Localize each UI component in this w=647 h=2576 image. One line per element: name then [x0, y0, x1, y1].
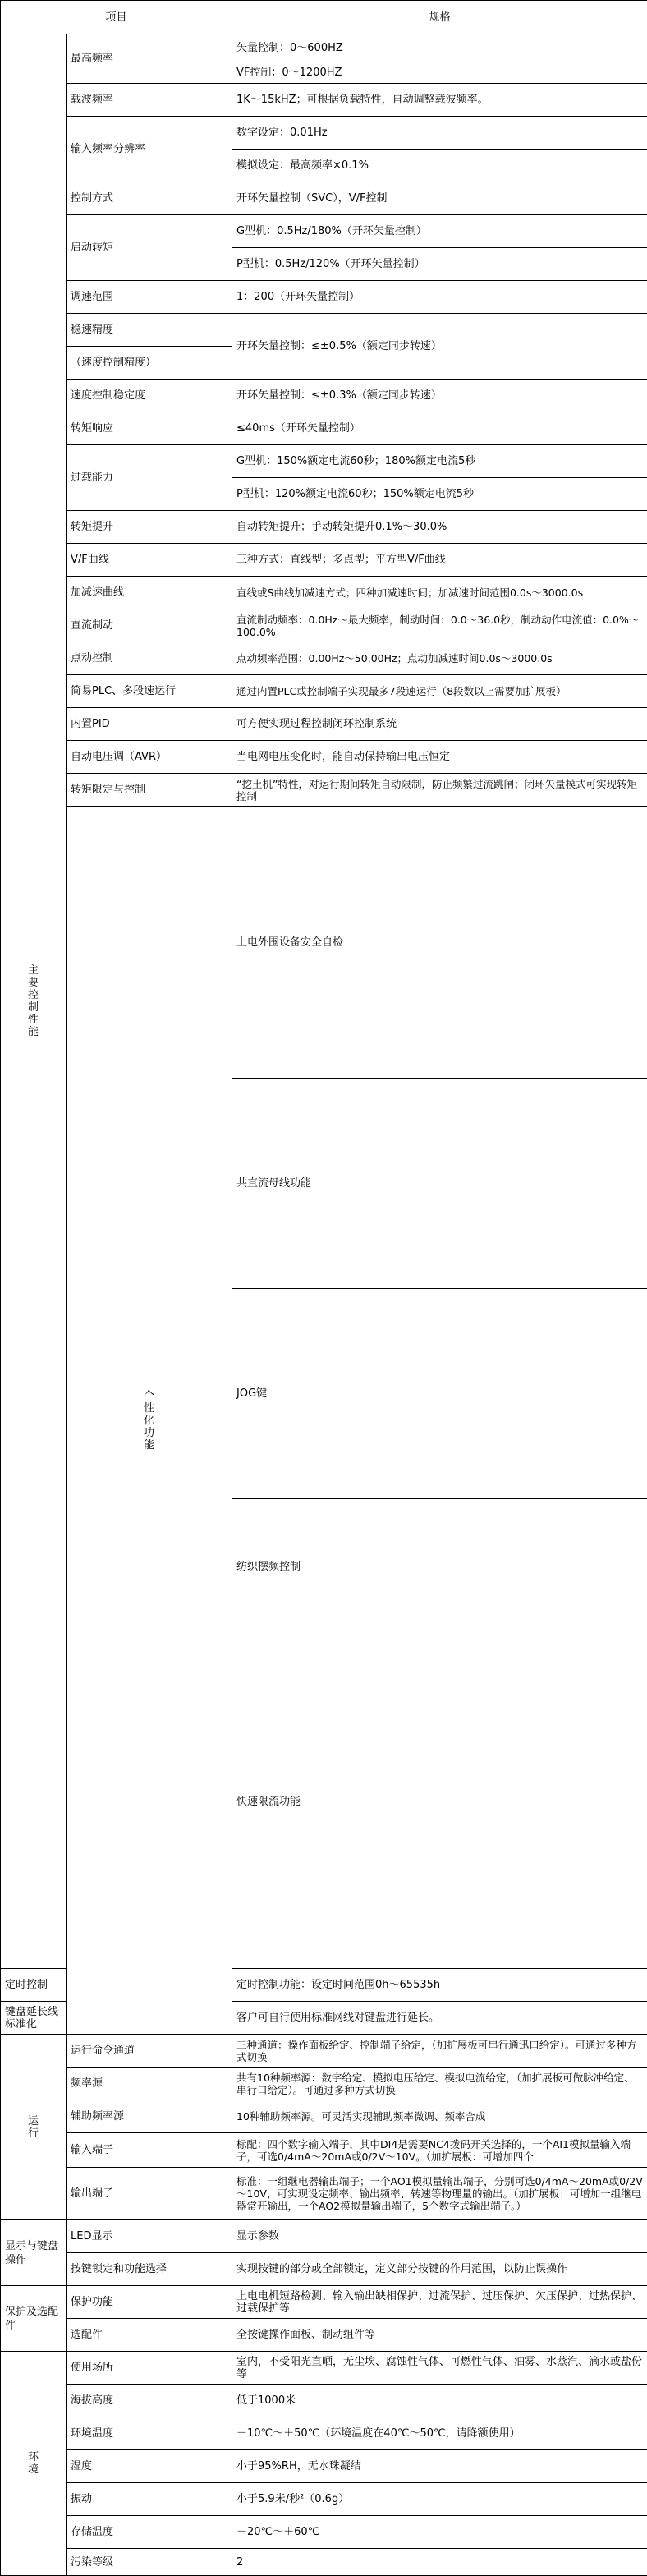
- spec-aux-freq: 10种辅助频率源。可灵活实现辅助频率微调、频率合成: [232, 2100, 647, 2133]
- item-avr: 自动电压调（AVR）: [67, 741, 232, 774]
- row-speed-stab: [1, 380, 647, 412]
- item-plc: 简易PLC、多段速运行: [67, 675, 232, 708]
- item-cmd-channel: 运行命令通道: [67, 2035, 232, 2068]
- item-led: LED显示: [67, 2220, 232, 2253]
- item-vf-curve: V/F曲线: [67, 544, 232, 577]
- spec-overload-g: G型机：150%额定电流60秒；180%额定电流5秒: [232, 445, 647, 478]
- spec-torque-boost: 自动转矩提升；手动转矩提升0.1%～30.0%: [232, 511, 647, 544]
- item-dc-brake: 直流制动: [67, 610, 232, 642]
- spec-max-freq-vf: VF控制：0～1200HZ: [232, 62, 647, 84]
- header-row: [1, 1, 647, 34]
- row-speed-range: [1, 281, 647, 314]
- item-site: 使用场所: [67, 2352, 232, 2385]
- spec-speed-stab: 开环矢量控制：≤±0.3%（额定同步转速）: [232, 380, 647, 412]
- row-freq-source: [1, 2068, 647, 2100]
- row-jog: [1, 642, 647, 675]
- row-lock: [1, 2253, 647, 2286]
- spec-torque-limit: “挖土机”特性，对运行期间转矩自动限制，防止频繁过流跳闸；闭环矢量模式可实现转矩控制: [232, 774, 647, 807]
- item-resolution: 输入频率分辨率: [67, 117, 232, 182]
- item-options: 选配件: [67, 2319, 232, 2352]
- spec-timer: 定时控制功能：设定时间范围0h～65535h: [232, 1969, 647, 2002]
- spec-vibration: 小于5.9米/秒²（0.6g）: [232, 2483, 647, 2516]
- spec-pollution: 2: [232, 2549, 647, 2576]
- row-altitude: [1, 2385, 647, 2417]
- row-max-freq: [1, 34, 647, 62]
- row-dc-brake: [1, 610, 647, 642]
- item-fast-limit: 快速限流功能: [232, 1635, 647, 1969]
- row-avr: [1, 741, 647, 774]
- item-speed-acc: 稳速精度: [67, 314, 232, 347]
- row-torque-resp: [1, 412, 647, 445]
- item-timer: 定时控制: [1, 1969, 67, 2002]
- spec-control-mode: 开环矢量控制（SVC），V/F控制: [232, 182, 647, 215]
- spec-ambient: －10℃～＋50℃（环境温度在40℃～50℃，请降额使用）: [232, 2417, 647, 2450]
- item-max-freq: 最高频率: [67, 34, 232, 84]
- category-main: 主要控制性能: [1, 34, 67, 1969]
- item-protection: 保护功能: [67, 2286, 232, 2319]
- row-storage: [1, 2516, 647, 2549]
- spec-options: 全按键操作面板、制动组件等: [232, 2319, 647, 2352]
- row-plc: [1, 675, 647, 708]
- item-vibration: 振动: [67, 2483, 232, 2516]
- spec-speed-range: 1：200（开环矢量控制）: [232, 281, 647, 314]
- item-aux-freq: 辅助频率源: [67, 2100, 232, 2133]
- category-env: 环境: [1, 2352, 67, 2576]
- row-torque-boost: [1, 511, 647, 544]
- row-ambient: [1, 2417, 647, 2450]
- spec-jog: 点动频率范围：0.00Hz～50.00Hz；点动加减速时间0.0s～3000.0s: [232, 642, 647, 675]
- row-control-mode: [1, 182, 647, 215]
- spec-protection: 上电电机短路检测、输入输出缺相保护、过流保护、过压保护、欠压保护、过热保护、过载保护等: [232, 2286, 647, 2319]
- spec-torque-resp: ≤40ms（开环矢量控制）: [232, 412, 647, 445]
- item-self-check: 上电外围设备安全自检: [232, 807, 647, 1079]
- row-led: [1, 2220, 647, 2253]
- spec-carrier: 1K～15kHZ；可根据负载特性，自动调整载波频率。: [232, 84, 647, 117]
- category-personal: 个性化功能: [67, 807, 232, 2035]
- spec-storage: －20℃～＋60℃: [232, 2516, 647, 2549]
- item-textile: 纺织摆频控制: [232, 1499, 647, 1635]
- item-torque-limit: 转矩限定与控制: [67, 774, 232, 807]
- row-site: [1, 2352, 647, 2385]
- row-start-torque: [1, 215, 647, 248]
- spec-plc: 通过内置PLC或控制端子实现最多7段速运行（8段数以上需要加扩展板）: [232, 675, 647, 708]
- row-vibration: [1, 2483, 647, 2516]
- row-inputs: [1, 2133, 647, 2168]
- item-speed-stab: 速度控制稳定度: [67, 380, 232, 412]
- category-protect: 保护及选配件: [1, 2286, 67, 2352]
- item-speed-acc-sub: （速度控制精度）: [67, 347, 232, 380]
- spec-pid: 可方便实现过程控制闭环控制系统: [232, 708, 647, 741]
- item-keypad-ext: 键盘延长线标准化: [1, 2002, 67, 2035]
- item-storage: 存储温度: [67, 2516, 232, 2549]
- item-jog: 点动控制: [67, 642, 232, 675]
- item-outputs: 输出端子: [67, 2168, 232, 2220]
- spec-altitude: 低于1000米: [232, 2385, 647, 2417]
- row-protection: [1, 2286, 647, 2319]
- item-inputs: 输入端子: [67, 2133, 232, 2168]
- spec-keypad-ext: 客户可自行使用标准网线对键盘进行延长。: [232, 2002, 647, 2035]
- row-aux-freq: [1, 2100, 647, 2133]
- spec-lock: 实现按键的部分或全部锁定，定义部分按键的作用范围，以防止误操作: [232, 2253, 647, 2286]
- spec-avr: 当电网电压变化时，能自动保持输出电压恒定: [232, 741, 647, 774]
- spec-site: 室内，不受阳光直晒，无尘埃、腐蚀性气体、可燃性气体、油雾、水蒸汽、滴水或盐份等: [232, 2352, 647, 2385]
- spec-overload-p: P型机：120%额定电流60秒；150%额定电流5秒: [232, 478, 647, 511]
- spec-resolution-analog: 模拟设定：最高频率×0.1%: [232, 150, 647, 182]
- item-dc-bus: 共直流母线功能: [232, 1079, 647, 1289]
- item-torque-boost: 转矩提升: [67, 511, 232, 544]
- item-torque-resp: 转矩响应: [67, 412, 232, 445]
- item-jog-key: JOG键: [232, 1289, 647, 1499]
- row-humidity: [1, 2450, 647, 2483]
- spec-vf-curve: 三种方式：直线型；多点型；平方型V/F曲线: [232, 544, 647, 577]
- item-carrier: 载波频率: [67, 84, 232, 117]
- header-spec: 规格: [232, 1, 647, 34]
- row-options: [1, 2319, 647, 2352]
- spec-resolution-digital: 数字设定：0.01Hz: [232, 117, 647, 150]
- spec-start-torque-p: P型机：0.5Hz/120%（开环矢量控制）: [232, 248, 647, 281]
- row-vf-curve: [1, 544, 647, 577]
- spec-max-freq-vector: 矢量控制：0～600HZ: [232, 34, 647, 62]
- category-display: 显示与键盘操作: [1, 2220, 67, 2286]
- row-cmd-channel: [1, 2035, 647, 2068]
- spec-start-torque-g: G型机：0.5Hz/180%（开环矢量控制）: [232, 215, 647, 248]
- item-pid: 内置PID: [67, 708, 232, 741]
- row-overload: [1, 445, 647, 478]
- row-carrier: [1, 84, 647, 117]
- spec-speed-acc: 开环矢量控制：≤±0.5%（额定同步转速）: [232, 314, 647, 380]
- item-ambient: 环境温度: [67, 2417, 232, 2450]
- category-run: 运行: [1, 2035, 67, 2220]
- spec-dc-brake: 直流制动频率：0.0Hz～最大频率，制动时间：0.0～36.0秒，制动动作电流值：0.0%～100.0%: [232, 610, 647, 642]
- item-altitude: 海拔高度: [67, 2385, 232, 2417]
- item-lock: 按键锁定和功能选择: [67, 2253, 232, 2286]
- row-self-check: [1, 807, 647, 1079]
- row-speed-acc: [1, 314, 647, 347]
- row-pid: [1, 708, 647, 741]
- header-item: 项目: [1, 1, 232, 34]
- item-acc-curve: 加减速曲线: [67, 577, 232, 610]
- item-overload: 过载能力: [67, 445, 232, 511]
- row-acc-curve: [1, 577, 647, 610]
- row-resolution: [1, 117, 647, 150]
- spec-freq-source: 共有10种频率源：数字给定、模拟电压给定、模拟电流给定，（加扩展板可做脉冲给定、串行口给定）。可通过多种方式切换: [232, 2068, 647, 2100]
- spec-outputs: 标准：一组继电器输出端子；一个AO1模拟量输出端子，分别可选0/4mA～20mA或0/2V～10V，可实现设定频率、输出频率、转速等物理量的输出。（加扩展板：可增加一组继电器常开输出，一个AO2模拟量输出端子，5个数字式输出端子。）: [232, 2168, 647, 2220]
- spec-humidity: 小于95%RH，无水珠凝结: [232, 2450, 647, 2483]
- row-torque-limit: [1, 774, 647, 807]
- item-humidity: 湿度: [67, 2450, 232, 2483]
- item-speed-range: 调速范围: [67, 281, 232, 314]
- item-control-mode: 控制方式: [67, 182, 232, 215]
- item-start-torque: 启动转矩: [67, 215, 232, 281]
- spec-inputs: 标配：四个数字输入端子，其中DI4是需要NC4拨码开关选择的，一个AI1模拟量输入端子，可选0/4mA～20mA或0/2V～10V。（加扩展板：可增加四个: [232, 2133, 647, 2168]
- row-outputs: [1, 2168, 647, 2220]
- item-pollution: 污染等级: [67, 2549, 232, 2576]
- spec-cmd-channel: 三种通道：操作面板给定、控制端子给定，（加扩展板可串行通迅口给定）。可通过多种方式切换: [232, 2035, 647, 2068]
- item-freq-source: 频率源: [67, 2068, 232, 2100]
- spec-led: 显示参数: [232, 2220, 647, 2253]
- row-pollution: [1, 2549, 647, 2576]
- spec-acc-curve: 直线或S曲线加减速方式；四种加减速时间；加减速时间范围0.0s～3000.0s: [232, 577, 647, 610]
